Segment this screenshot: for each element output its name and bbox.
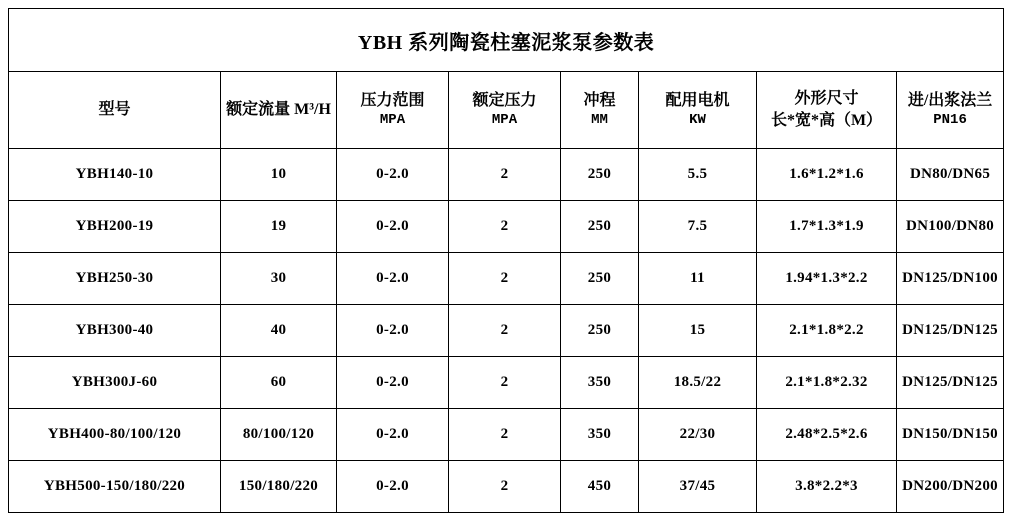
cell-pressure-range: 0-2.0 (337, 149, 449, 201)
cell-motor: 22/30 (639, 409, 757, 461)
cell-flange: DN80/DN65 (897, 149, 1004, 201)
cell-pressure-range: 0-2.0 (337, 305, 449, 357)
cell-rated-pressure: 2 (449, 357, 561, 409)
cell-pressure-range: 0-2.0 (337, 461, 449, 513)
cell-flange: DN100/DN80 (897, 201, 1004, 253)
header-stroke-unit: MM (591, 112, 608, 129)
cell-stroke: 250 (561, 253, 639, 305)
header-rated-pressure (449, 72, 561, 149)
cell-model: YBH300J-60 (9, 357, 221, 409)
cell-motor: 5.5 (639, 149, 757, 201)
cell-flow: 80/100/120 (221, 409, 337, 461)
header-flange (897, 72, 1004, 149)
cell-pressure-range: 0-2.0 (337, 201, 449, 253)
header-rated-flow (221, 72, 337, 149)
header-motor-label: 配用电机 (665, 91, 730, 109)
cell-rated-pressure: 2 (449, 461, 561, 513)
cell-motor: 15 (639, 305, 757, 357)
table-row (9, 253, 1004, 305)
cell-flow: 19 (221, 201, 337, 253)
cell-dimensions: 3.8*2.2*3 (757, 461, 897, 513)
cell-rated-pressure: 2 (449, 201, 561, 253)
cell-dimensions: 2.1*1.8*2.32 (757, 357, 897, 409)
cell-rated-pressure: 2 (449, 409, 561, 461)
cell-pressure-range: 0-2.0 (337, 357, 449, 409)
cell-stroke: 250 (561, 305, 639, 357)
cell-dimensions: 1.6*1.2*1.6 (757, 149, 897, 201)
cell-motor: 7.5 (639, 201, 757, 253)
header-pressure-range-unit: MPA (379, 112, 406, 129)
cell-flange: DN125/DN125 (897, 357, 1004, 409)
cell-flow: 60 (221, 357, 337, 409)
header-pressure-range (337, 72, 449, 149)
cell-model: YBH500-150/180/220 (9, 461, 221, 513)
header-pressure-range-label: 压力范围 (360, 91, 425, 109)
cell-pressure-range: 0-2.0 (337, 409, 449, 461)
cell-model: YBH400-80/100/120 (9, 409, 221, 461)
table-row (9, 149, 1004, 201)
cell-dimensions: 2.48*2.5*2.6 (757, 409, 897, 461)
cell-stroke: 250 (561, 149, 639, 201)
header-flange-sub: PN16 (933, 112, 967, 129)
cell-flow: 40 (221, 305, 337, 357)
cell-dimensions: 2.1*1.8*2.2 (757, 305, 897, 357)
cell-flow: 30 (221, 253, 337, 305)
cell-model: YBH250-30 (9, 253, 221, 305)
header-dimensions-label: 外形尺寸 (794, 90, 859, 108)
parameter-table (8, 8, 1004, 513)
cell-stroke: 250 (561, 201, 639, 253)
header-model-label: 型号 (98, 101, 131, 119)
cell-motor: 37/45 (639, 461, 757, 513)
cell-rated-pressure: 2 (449, 253, 561, 305)
cell-stroke: 350 (561, 357, 639, 409)
header-rated-pressure-unit: MPA (491, 112, 518, 129)
cell-model: YBH140-10 (9, 149, 221, 201)
cell-flow: 10 (221, 149, 337, 201)
header-rated-pressure-label: 额定压力 (472, 91, 537, 109)
cell-rated-pressure: 2 (449, 149, 561, 201)
header-rated-flow-label: 额定流量 M³/H (226, 101, 331, 119)
header-flange-label: 进/出浆法兰 (907, 91, 993, 109)
header-motor (639, 72, 757, 149)
cell-dimensions: 1.94*1.3*2.2 (757, 253, 897, 305)
header-stroke-label: 冲程 (583, 91, 616, 109)
cell-flange: DN150/DN150 (897, 409, 1004, 461)
header-stroke (561, 72, 639, 149)
header-model (9, 72, 221, 149)
cell-motor: 18.5/22 (639, 357, 757, 409)
header-dimensions-sub: 长*宽*高（M） (770, 112, 883, 129)
cell-flow: 150/180/220 (221, 461, 337, 513)
table-header-row (9, 72, 1004, 149)
table-row (9, 357, 1004, 409)
cell-stroke: 350 (561, 409, 639, 461)
cell-motor: 11 (639, 253, 757, 305)
cell-dimensions: 1.7*1.3*1.9 (757, 201, 897, 253)
table-row (9, 461, 1004, 513)
cell-flange: DN125/DN125 (897, 305, 1004, 357)
cell-flange: DN200/DN200 (897, 461, 1004, 513)
cell-rated-pressure: 2 (449, 305, 561, 357)
table-row (9, 201, 1004, 253)
table-row (9, 305, 1004, 357)
page-title: YBH 系列陶瓷柱塞泥浆泵参数表 (9, 9, 1004, 72)
cell-pressure-range: 0-2.0 (337, 253, 449, 305)
cell-flange: DN125/DN100 (897, 253, 1004, 305)
cell-model: YBH300-40 (9, 305, 221, 357)
header-dimensions (757, 72, 897, 149)
cell-stroke: 450 (561, 461, 639, 513)
cell-model: YBH200-19 (9, 201, 221, 253)
table-row (9, 409, 1004, 461)
header-motor-unit: KW (689, 112, 706, 129)
table-title-row (9, 9, 1004, 72)
